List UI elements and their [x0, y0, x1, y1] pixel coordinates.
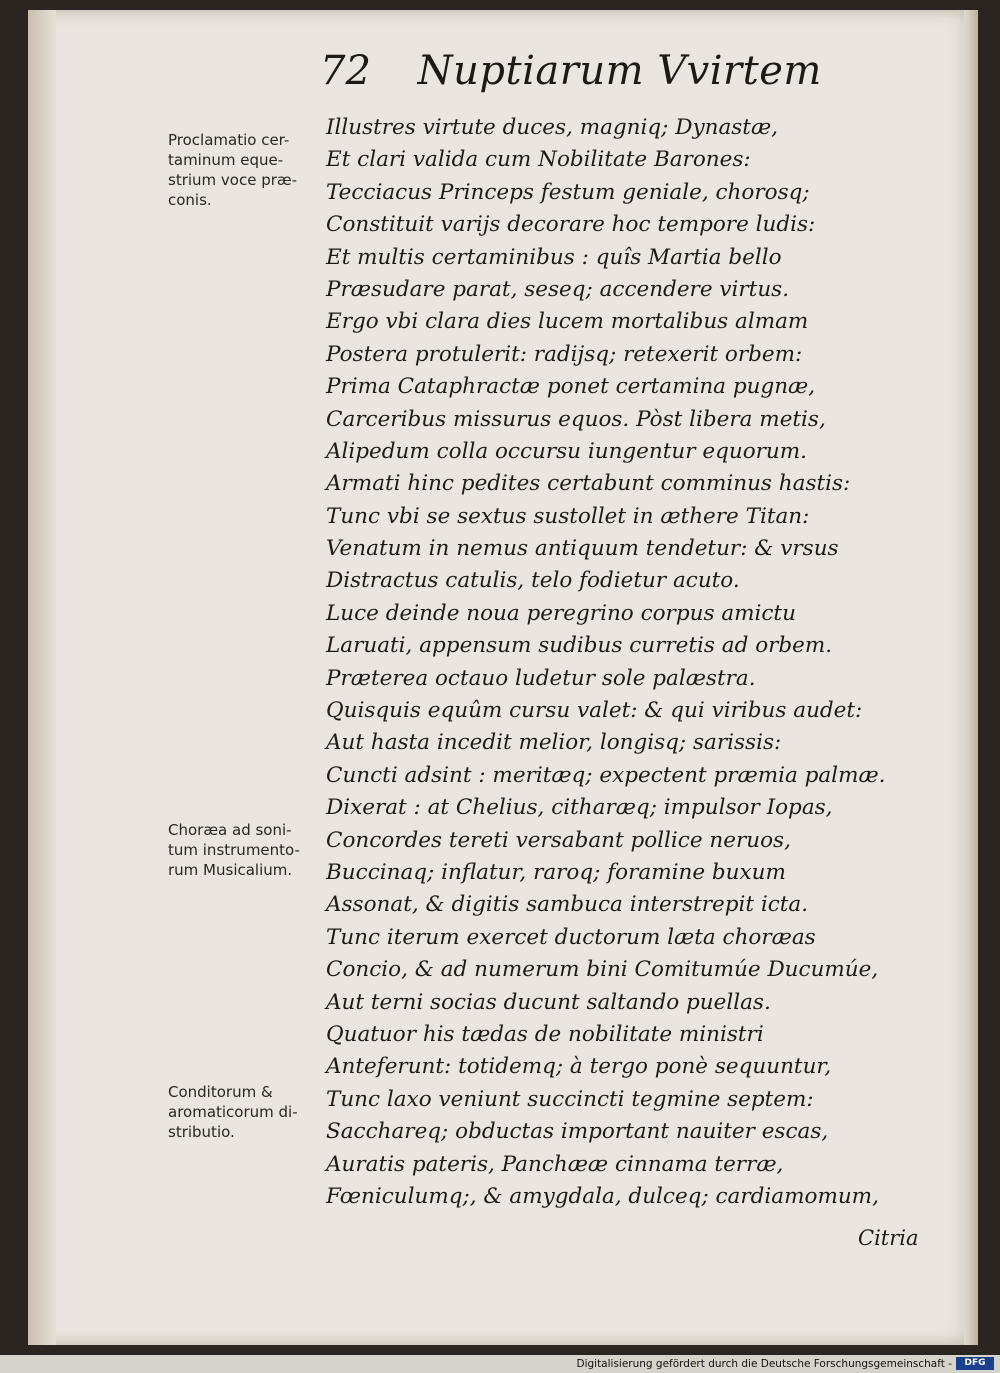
verse-line: Illustres virtute duces, magniq; Dynastæ, [326, 115, 778, 140]
verse-line: Luce deinde noua peregrino corpus amictu [326, 600, 796, 626]
verse-line: Tunc iterum exercet ductorum læta choræas [326, 924, 816, 950]
verse-line: Anteferunt: totidemq; à tergo ponè sequuntur, [326, 1054, 832, 1080]
marginal-line: stributio. [168, 1123, 235, 1141]
marginal-line: Proclamatio cer- [168, 131, 290, 149]
marginal-line: tum instrumento- [168, 841, 300, 859]
verse-line: Sacchareq; obductas important nauiter escas, [326, 1119, 829, 1145]
marginal-note-choraea [168, 820, 328, 880]
footer-bar [0, 1355, 1000, 1373]
marginal-line: rum Musicalium. [168, 861, 293, 879]
catchword: Citria [858, 1226, 919, 1250]
dfg-logo: DFG [956, 1357, 994, 1370]
verse-line: Venatum in nemus antiquum tendetur: & vrsus [326, 536, 839, 562]
page-number: 72 [320, 48, 371, 94]
verse-line: Postera protulerit: radijsq; retexerit orbem: [326, 341, 803, 367]
verse-line: Præsudare parat, seseq; accendere virtus. [326, 276, 790, 302]
verse-line: Armati hinc pedites certabunt comminus hastis: [326, 471, 851, 497]
verse-line: Buccinaq; inflatur, raroq; foramine buxum [326, 859, 786, 885]
marginal-line: conis. [168, 191, 212, 209]
verse-line: Fœniculumq;, & amygdala, dulceq; cardiamomum, [326, 1183, 879, 1209]
marginal-note-conditorum [168, 1082, 328, 1142]
verse-text [326, 112, 926, 1213]
marginal-line: Choræa ad soni- [168, 821, 292, 839]
marginal-line: strium voce præ- [168, 171, 298, 189]
verse-line: Et multis certaminibus : quîs Martia bello [326, 244, 782, 270]
verse-line: Dixerat : at Chelius, citharæq; impulsor Iopas, [326, 795, 833, 821]
verse-line: Tunc laxo veniunt succincti tegmine septem: [326, 1086, 814, 1112]
verse-line: Laruati, appensum sudibus curretis ad orbem. [326, 633, 833, 659]
verse-line: Cuncti adsint : meritæq; expectent præmia palmæ. [326, 762, 886, 788]
verse-line: Tunc vbi se sextus sustollet in æthere Titan: [326, 503, 810, 529]
marginal-line: Conditorum & [168, 1083, 273, 1101]
verse-line: Concordes tereti versabant pollice neruos, [326, 827, 791, 853]
verse-line: Concio, & ad numerum bini Comitumúe Ducumúe, [326, 957, 879, 983]
verse-line: Aut terni socias ducunt saltando puellas. [326, 989, 771, 1015]
verse-line: Ergo vbi clara dies lucem mortalibus almam [326, 309, 809, 335]
verse-line: Assonat, & digitis sambuca interstrepit icta. [326, 892, 809, 918]
verse-line: Præterea octauo ludetur sole palæstra. [326, 665, 756, 691]
verse-line: Constituit varijs decorare hoc tempore ludis: [326, 212, 816, 238]
verse-line: Tecciacus Princeps festum geniale, chorosq; [326, 179, 810, 205]
verse-line: Alipedum colla occursu iungentur equorum. [326, 438, 807, 464]
page-edge [964, 10, 978, 1345]
funding-credit: Digitalisierung gefördert durch die Deutsche Forschungsgemeinschaft - [576, 1358, 952, 1370]
verse-line: Distractus catulis, telo fodietur acuto. [326, 568, 740, 594]
verse-line: Prima Cataphractæ ponet certamina pugnæ, [326, 374, 816, 400]
verse-line: Auratis pateris, Panchææ cinnama terræ, [326, 1151, 784, 1177]
marginal-line: taminum eque- [168, 151, 284, 169]
verse-line: Carceribus missurus equos. Pòst libera metis, [326, 406, 826, 432]
running-title: Nuptiarum Vvirtem [417, 48, 822, 94]
page-gutter [28, 10, 56, 1345]
verse-line: Aut hasta incedit melior, longisq; sarissis: [326, 730, 782, 756]
verse-line: Quatuor his tædas de nobilitate ministri [326, 1021, 764, 1047]
marginal-note-proclamatio [168, 130, 328, 210]
marginal-line: aromaticorum di- [168, 1103, 298, 1121]
verse-line: Et clari valida cum Nobilitate Barones: [326, 147, 751, 173]
verse-line: Quisquis equûm cursu valet: & qui viribus audet: [326, 698, 863, 724]
running-head [320, 48, 850, 94]
